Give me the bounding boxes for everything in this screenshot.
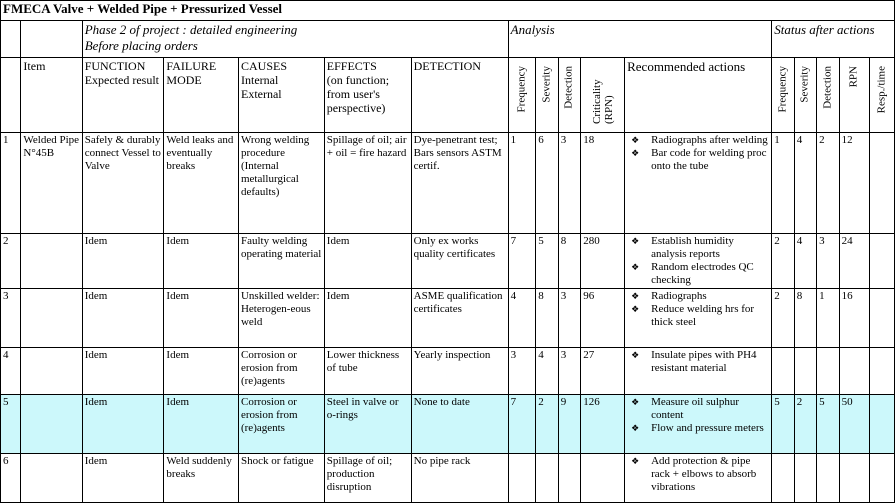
status-severity-cell: 2 [794, 395, 816, 454]
detection-rating-cell: 9 [558, 395, 580, 454]
status-frequency-header-label: Frequency [776, 66, 789, 113]
detection-rating-cell: 8 [558, 234, 580, 289]
status-rpn-header-label: RPN [847, 66, 860, 88]
item-cell: Welded Pipe N°45B [21, 133, 82, 234]
table-row [1, 234, 895, 289]
recommended-actions-cell [625, 289, 772, 348]
row-number: 1 [1, 133, 21, 234]
failure-mode-cell: Weld leaks and eventually breaks [164, 133, 239, 234]
table-row [1, 133, 895, 234]
status-resp-time-header-label: Resp./time [875, 66, 888, 114]
item-header: Item [21, 58, 82, 133]
diamond-bullet-icon: ❖ [631, 304, 640, 314]
status-resp-time-cell [870, 133, 895, 234]
causes-cell: Shock or fatigue [238, 454, 324, 503]
status-after-actions-header: Status after actions [772, 21, 895, 58]
status-frequency-cell: 5 [772, 395, 794, 454]
action-item [627, 261, 769, 287]
failure-mode-cell: Idem [164, 395, 239, 454]
effects-cell: Idem [324, 289, 411, 348]
actions-list [627, 235, 769, 287]
recommended-actions-header: Recommended actions [625, 58, 772, 133]
action-item [627, 396, 769, 422]
frequency-header-label: Frequency [515, 66, 528, 113]
status-rpn-header [839, 58, 870, 133]
status-rpn-cell: 50 [839, 395, 870, 454]
function-cell: Idem [82, 348, 164, 395]
status-detection-cell: 1 [817, 289, 839, 348]
failure-header-title: FAILURE [166, 59, 217, 73]
criticality-cell: 126 [581, 395, 625, 454]
num-header [1, 58, 21, 133]
causes-cell: Faulty welding operating material [238, 234, 324, 289]
recommended-actions-cell [625, 348, 772, 395]
function-cell: Safely & durably connect Vessel to Valve [82, 133, 164, 234]
frequency-cell [508, 454, 536, 503]
frequency-cell: 7 [508, 395, 536, 454]
causes-cell: Corrosion or erosion from (re)agents [238, 348, 324, 395]
status-severity-header-label: Severity [798, 66, 811, 103]
phase-spacer-cell [21, 21, 82, 58]
diamond-bullet-icon: ❖ [631, 397, 640, 407]
item-cell [21, 395, 82, 454]
phase-line-2: Before placing orders [84, 38, 198, 53]
causes-cell: Wrong welding procedure (Internal metallurgical defaults) [238, 133, 324, 234]
effects-header-title: EFFECTS [326, 59, 377, 73]
action-text: Radiographs after welding [651, 134, 768, 146]
status-frequency-cell: 2 [772, 234, 794, 289]
severity-cell [536, 454, 558, 503]
detection-rating-cell: 3 [558, 289, 580, 348]
actions-list [627, 290, 769, 329]
action-text: Reduce welding hrs for thick steel [651, 303, 755, 328]
function-cell: Idem [82, 234, 164, 289]
status-frequency-cell [772, 348, 794, 395]
severity-cell: 6 [536, 133, 558, 234]
severity-cell: 8 [536, 289, 558, 348]
status-severity-cell: 8 [794, 289, 816, 348]
failure-mode-cell: Idem [164, 234, 239, 289]
column-headers-row [1, 58, 895, 133]
status-severity-cell [794, 454, 816, 503]
function-cell: Idem [82, 395, 164, 454]
item-cell [21, 289, 82, 348]
action-item [627, 235, 769, 261]
action-item [627, 349, 769, 375]
diamond-bullet-icon: ❖ [631, 148, 640, 158]
effects-cell: Idem [324, 234, 411, 289]
status-resp-time-cell [870, 454, 895, 503]
severity-cell: 4 [536, 348, 558, 395]
criticality-cell [581, 454, 625, 503]
fmeca-rows [1, 133, 895, 503]
function-header-sub: Expected result [84, 73, 160, 87]
status-resp-time-cell [870, 289, 895, 348]
failure-header-sub: MODE [166, 73, 202, 87]
status-detection-cell: 2 [817, 133, 839, 234]
detection-rating-cell: 3 [558, 133, 580, 234]
detection-rating-header [558, 58, 580, 133]
action-item [627, 422, 769, 435]
analysis-header: Analysis [508, 21, 772, 58]
failure-mode-cell: Weld suddenly breaks [164, 454, 239, 503]
detection-cell: None to date [411, 395, 508, 454]
detection-cell: No pipe rack [411, 454, 508, 503]
status-detection-cell [817, 454, 839, 503]
frequency-header [508, 58, 536, 133]
table-row [1, 395, 895, 454]
status-rpn-cell: 12 [839, 133, 870, 234]
item-cell [21, 234, 82, 289]
detection-cell: Dye-penetrant test; Bars sensors ASTM certif. [411, 133, 508, 234]
failure-mode-header [164, 58, 239, 133]
row-number: 4 [1, 348, 21, 395]
action-text: Bar code for welding proc onto the tube [651, 147, 767, 172]
severity-header [536, 58, 558, 133]
phase-header [82, 21, 508, 58]
diamond-bullet-icon: ❖ [631, 423, 640, 433]
detection-rating-header-label: Detection [562, 66, 575, 109]
causes-header [238, 58, 324, 133]
recommended-actions-cell [625, 454, 772, 503]
status-severity-header [794, 58, 816, 133]
action-item [627, 290, 769, 303]
causes-cell: Unskilled welder: Heterogen-eous weld [238, 289, 324, 348]
row-number: 6 [1, 454, 21, 503]
criticality-cell: 27 [581, 348, 625, 395]
frequency-cell: 1 [508, 133, 536, 234]
effects-cell: Spillage of oil; air + oil = fire hazard [324, 133, 411, 234]
function-header-title: FUNCTION [84, 59, 146, 73]
recommended-actions-cell [625, 395, 772, 454]
effects-cell: Lower thickness of tube [324, 348, 411, 395]
effects-cell: Steel in valve or o-rings [324, 395, 411, 454]
detection-cell: Only ex works quality certificates [411, 234, 508, 289]
action-text: Flow and pressure meters [651, 422, 764, 434]
diamond-bullet-icon: ❖ [631, 291, 640, 301]
detection-rating-cell: 3 [558, 348, 580, 395]
action-item [627, 134, 769, 147]
frequency-cell: 4 [508, 289, 536, 348]
status-detection-cell: 3 [817, 234, 839, 289]
status-rpn-cell [839, 348, 870, 395]
action-text: Add protection & pipe rack + elbows to absorb vibrations [651, 455, 757, 493]
detection-rating-cell [558, 454, 580, 503]
status-detection-header-label: Detection [821, 66, 834, 109]
diamond-bullet-icon: ❖ [631, 456, 640, 466]
actions-list [627, 134, 769, 173]
criticality-cell: 18 [581, 133, 625, 234]
action-item [627, 455, 769, 494]
criticality-cell: 280 [581, 234, 625, 289]
action-item [627, 303, 769, 329]
row-number: 3 [1, 289, 21, 348]
diamond-bullet-icon: ❖ [631, 236, 640, 246]
status-resp-time-header [870, 58, 895, 133]
table-row [1, 289, 895, 348]
table-row [1, 454, 895, 503]
criticality-cell: 96 [581, 289, 625, 348]
criticality-header-label: Criticality (RPN) [590, 79, 615, 124]
criticality-header [581, 58, 625, 133]
causes-cell: Corrosion or erosion from (re)agents [238, 395, 324, 454]
row-number: 5 [1, 395, 21, 454]
action-text: Establish humidity analysis reports [651, 235, 734, 260]
action-text: Radiographs [651, 290, 707, 302]
actions-list [627, 455, 769, 494]
phase-line-1: Phase 2 of project : detailed engineering [84, 22, 298, 37]
table-title: FMECA Valve + Welded Pipe + Pressurized Vessel [1, 1, 895, 21]
diamond-bullet-icon: ❖ [631, 135, 640, 145]
effects-header-sub: (on function; from user's perspective) [326, 73, 390, 115]
causes-header-sub: Internal External [240, 73, 282, 101]
diamond-bullet-icon: ❖ [631, 350, 640, 360]
diamond-bullet-icon: ❖ [631, 262, 640, 272]
failure-mode-cell: Idem [164, 289, 239, 348]
status-rpn-cell: 16 [839, 289, 870, 348]
function-cell: Idem [82, 289, 164, 348]
status-detection-cell: 5 [817, 395, 839, 454]
actions-list [627, 349, 769, 375]
function-header [82, 58, 164, 133]
frequency-cell: 7 [508, 234, 536, 289]
action-item [627, 147, 769, 173]
status-resp-time-cell [870, 234, 895, 289]
status-severity-cell: 4 [794, 234, 816, 289]
status-frequency-header [772, 58, 794, 133]
severity-cell: 2 [536, 395, 558, 454]
status-resp-time-cell [870, 348, 895, 395]
status-frequency-cell [772, 454, 794, 503]
status-rpn-cell: 24 [839, 234, 870, 289]
phase-spacer-cell [1, 21, 21, 58]
recommended-actions-cell [625, 234, 772, 289]
effects-cell: Spillage of oil; production disruption [324, 454, 411, 503]
status-frequency-cell: 1 [772, 133, 794, 234]
row-number: 2 [1, 234, 21, 289]
detection-cell: ASME qualification certificates [411, 289, 508, 348]
recommended-actions-cell [625, 133, 772, 234]
action-text: Measure oil sulphur content [651, 396, 740, 421]
frequency-cell: 3 [508, 348, 536, 395]
status-severity-cell [794, 348, 816, 395]
status-frequency-cell: 2 [772, 289, 794, 348]
status-severity-cell: 4 [794, 133, 816, 234]
action-text: Insulate pipes with PH4 resistant material [651, 349, 757, 374]
status-resp-time-cell [870, 395, 895, 454]
function-cell: Idem [82, 454, 164, 503]
detection-header: DETECTION [411, 58, 508, 133]
item-cell [21, 454, 82, 503]
detection-cell: Yearly inspection [411, 348, 508, 395]
actions-list [627, 396, 769, 435]
failure-mode-cell: Idem [164, 348, 239, 395]
severity-cell: 5 [536, 234, 558, 289]
severity-header-label: Severity [540, 66, 553, 103]
status-detection-cell [817, 348, 839, 395]
status-detection-header [817, 58, 839, 133]
causes-header-title: CAUSES [240, 59, 287, 73]
table-row [1, 348, 895, 395]
item-cell [21, 348, 82, 395]
action-text: Random electrodes QC checking [651, 261, 754, 286]
effects-header [324, 58, 411, 133]
status-rpn-cell [839, 454, 870, 503]
